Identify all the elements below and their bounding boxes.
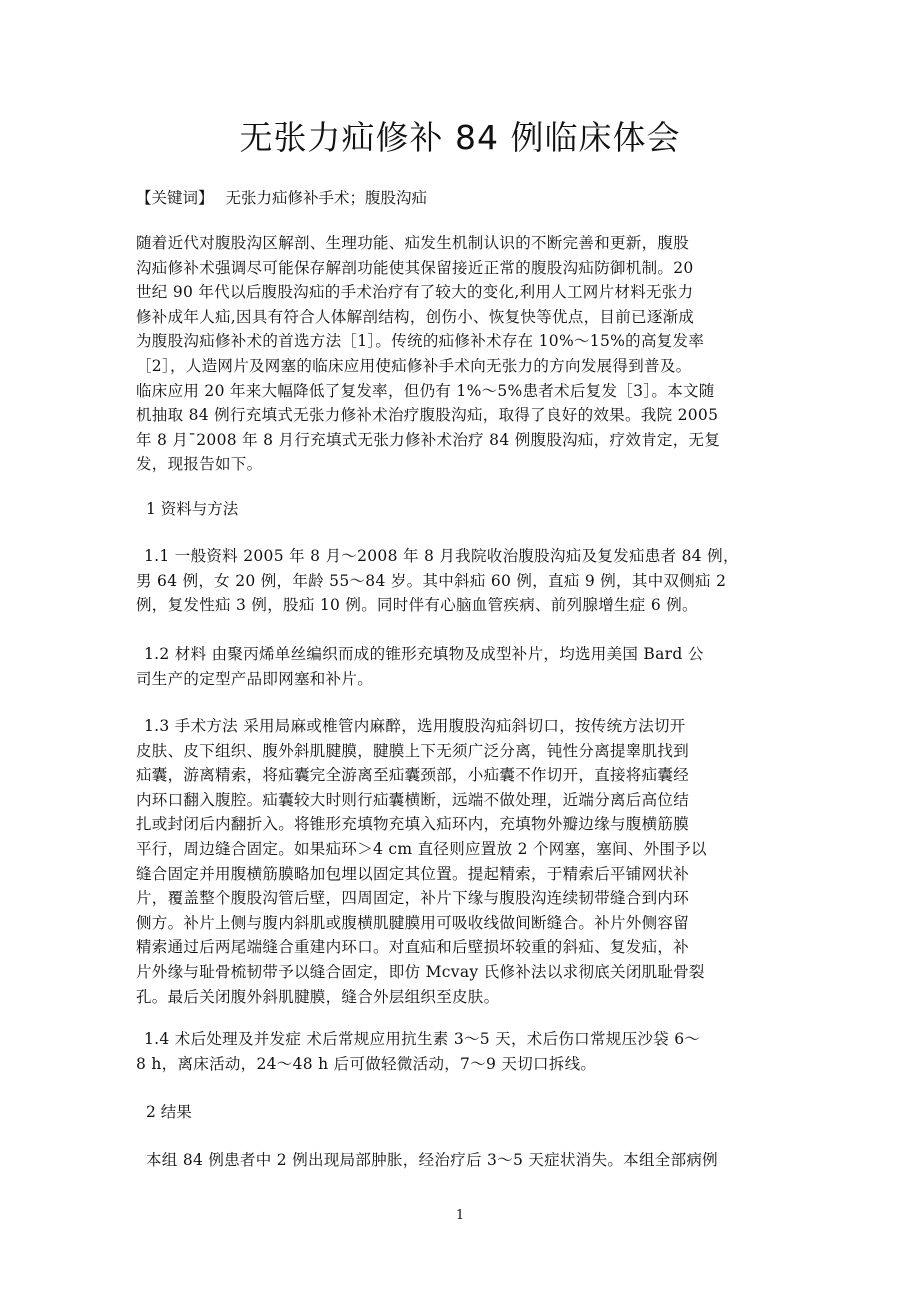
paragraph-line: 机抽取 84 例行充填式无张力修补术治疗腹股沟疝，取得了良好的效果。我院 2005 — [136, 406, 719, 425]
paragraph-line: 片，覆盖整个腹股沟管后壁，四周固定，补片下缘与腹股沟连续韧带缝合到内环 — [136, 889, 690, 908]
paragraph-line: 片外缘与耻骨梳韧带予以缝合固定，即仿 Mcvay 氏修补法以求彻底关闭肌耻骨裂 — [136, 962, 705, 981]
section-1-1-paragraph — [136, 544, 796, 618]
paragraph-line: 例，复发性疝 3 例，股疝 10 例。同时伴有心脑血管疾病、前列腺增生症 6 例。 — [136, 596, 698, 615]
paragraph-line: 皮肤、皮下组织、腹外斜肌腱膜，腱膜上下无须广泛分离，钝性分离提睾肌找到 — [136, 741, 690, 760]
paragraph-line: 临床应用 20 年来大幅降低了复发率，但仍有 1%～5%患者术后复发［3］。本文随 — [136, 381, 715, 400]
paragraph-line: 1.2 材料 由聚丙烯单丝编织而成的锥形充填物及成型补片，均选用美国 Bard 公 — [144, 645, 704, 663]
keywords-line — [136, 186, 427, 210]
paragraph-line: 缝合固定并用腹横筋膜略加包埋以固定其位置。提起精索，于精索后平铺网状补 — [136, 864, 690, 883]
paragraph-line: 疝囊，游离精索，将疝囊完全游离至疝囊颈部，小疝囊不作切开，直接将疝囊经 — [136, 766, 690, 785]
paragraph-line: 世纪 90 年代以后腹股沟疝的手术治疗有了较大的变化,利用人工网片材料无张力 — [136, 283, 694, 302]
paragraph-line: 平行，周边缝合固定。如果疝环＞4 cm 直径则应置放 2 个网塞，塞间、外围予以 — [136, 839, 707, 858]
keywords-label: 【关键词】 — [136, 189, 214, 207]
section-1-2-paragraph — [136, 642, 796, 691]
paragraph-line: 扎或封闭后内翻折入。将锥形充填物充填入疝环内，充填物外瓣边缘与腹横筋膜 — [136, 815, 690, 834]
paragraph-line: 1.4 术后处理及并发症 术后常规应用抗生素 3～5 天，术后伤口常规压沙袋 6～ — [144, 1030, 701, 1048]
paragraph-line: 年 8 月¯2008 年 8 月行充填式无张力修补术治疗 84 例腹股沟疝，疗效肯定，无复 — [136, 430, 721, 449]
intro-paragraph — [136, 231, 796, 477]
section-1-3-paragraph — [136, 714, 796, 1009]
section-heading-1: 1 资料与方法 — [146, 500, 239, 518]
section-1-4-paragraph — [136, 1027, 796, 1076]
paragraph-line: 侧方。补片上侧与腹内斜肌或腹横肌腱膜用可吸收线做间断缝合。补片外侧容留 — [136, 913, 690, 932]
paragraph-line: 8 h，离床活动，24～48 h 后可做轻微活动，7～9 天切口拆线。 — [136, 1054, 597, 1073]
paragraph-line: 修补成年人疝,因具有符合人体解剖结构，创伤小、恢复快等优点，目前已逐渐成 — [136, 307, 695, 326]
paragraph-line: 内环口翻入腹腔。疝囊较大时则行疝囊横断，远端不做处理，近端分离后高位结 — [136, 790, 690, 809]
section-2-paragraph — [136, 1148, 796, 1173]
paragraph-line: 随着近代对腹股沟区解剖、生理功能、疝发生机制认识的不断完善和更新，腹股 — [136, 234, 690, 252]
paragraph-line: 本组 84 例患者中 2 例出现局部肿胀，经治疗后 3～5 天症状消失。本组全部病例 — [146, 1151, 718, 1169]
section-heading-2: 2 结果 — [146, 1103, 192, 1121]
paragraph-line: ［2］，人造网片及网塞的临床应用使疝修补手术向无张力的方向发展得到普及。 — [136, 356, 692, 375]
paragraph-line: 孔。最后关闭腹外斜肌腱膜，缝合外层组织至皮肤。 — [136, 987, 500, 1006]
page-number: 1 — [455, 1208, 465, 1223]
paragraph-line: 精索通过后两尾端缝合重建内环口。对直疝和后壁损坏较重的斜疝、复发疝，补 — [136, 938, 690, 957]
paragraph-line: 男 64 例，女 20 例，年龄 55～84 岁。其中斜疝 60 例，直疝 9 例，其中双侧疝 2 — [136, 571, 727, 590]
paragraph-line: 1.1 一般资料 2005 年 8 月～2008 年 8 月我院收治腹股沟疝及复发疝患者 84 例， — [144, 547, 739, 565]
paragraph-line: 沟疝修补术强调尽可能保存解剖功能使其保留接近正常的腹股沟疝防御机制。20 — [136, 258, 694, 277]
paragraph-line: 为腹股沟疝修补术的首选方法［1］。传统的疝修补术存在 10%～15%的高复发率 — [136, 332, 705, 351]
paragraph-line: 司生产的定型产品即网塞和补片。 — [136, 669, 374, 688]
paragraph-line: 发，现报告如下。 — [136, 455, 263, 474]
document-title: 无张力疝修补 84 例临床体会 — [239, 118, 681, 157]
keywords-text: 无张力疝修补手术；腹股沟疝 — [225, 189, 428, 207]
paragraph-line: 1.3 手术方法 采用局麻或椎管内麻醉，选用腹股沟疝斜切口，按传统方法切开 — [144, 717, 686, 735]
